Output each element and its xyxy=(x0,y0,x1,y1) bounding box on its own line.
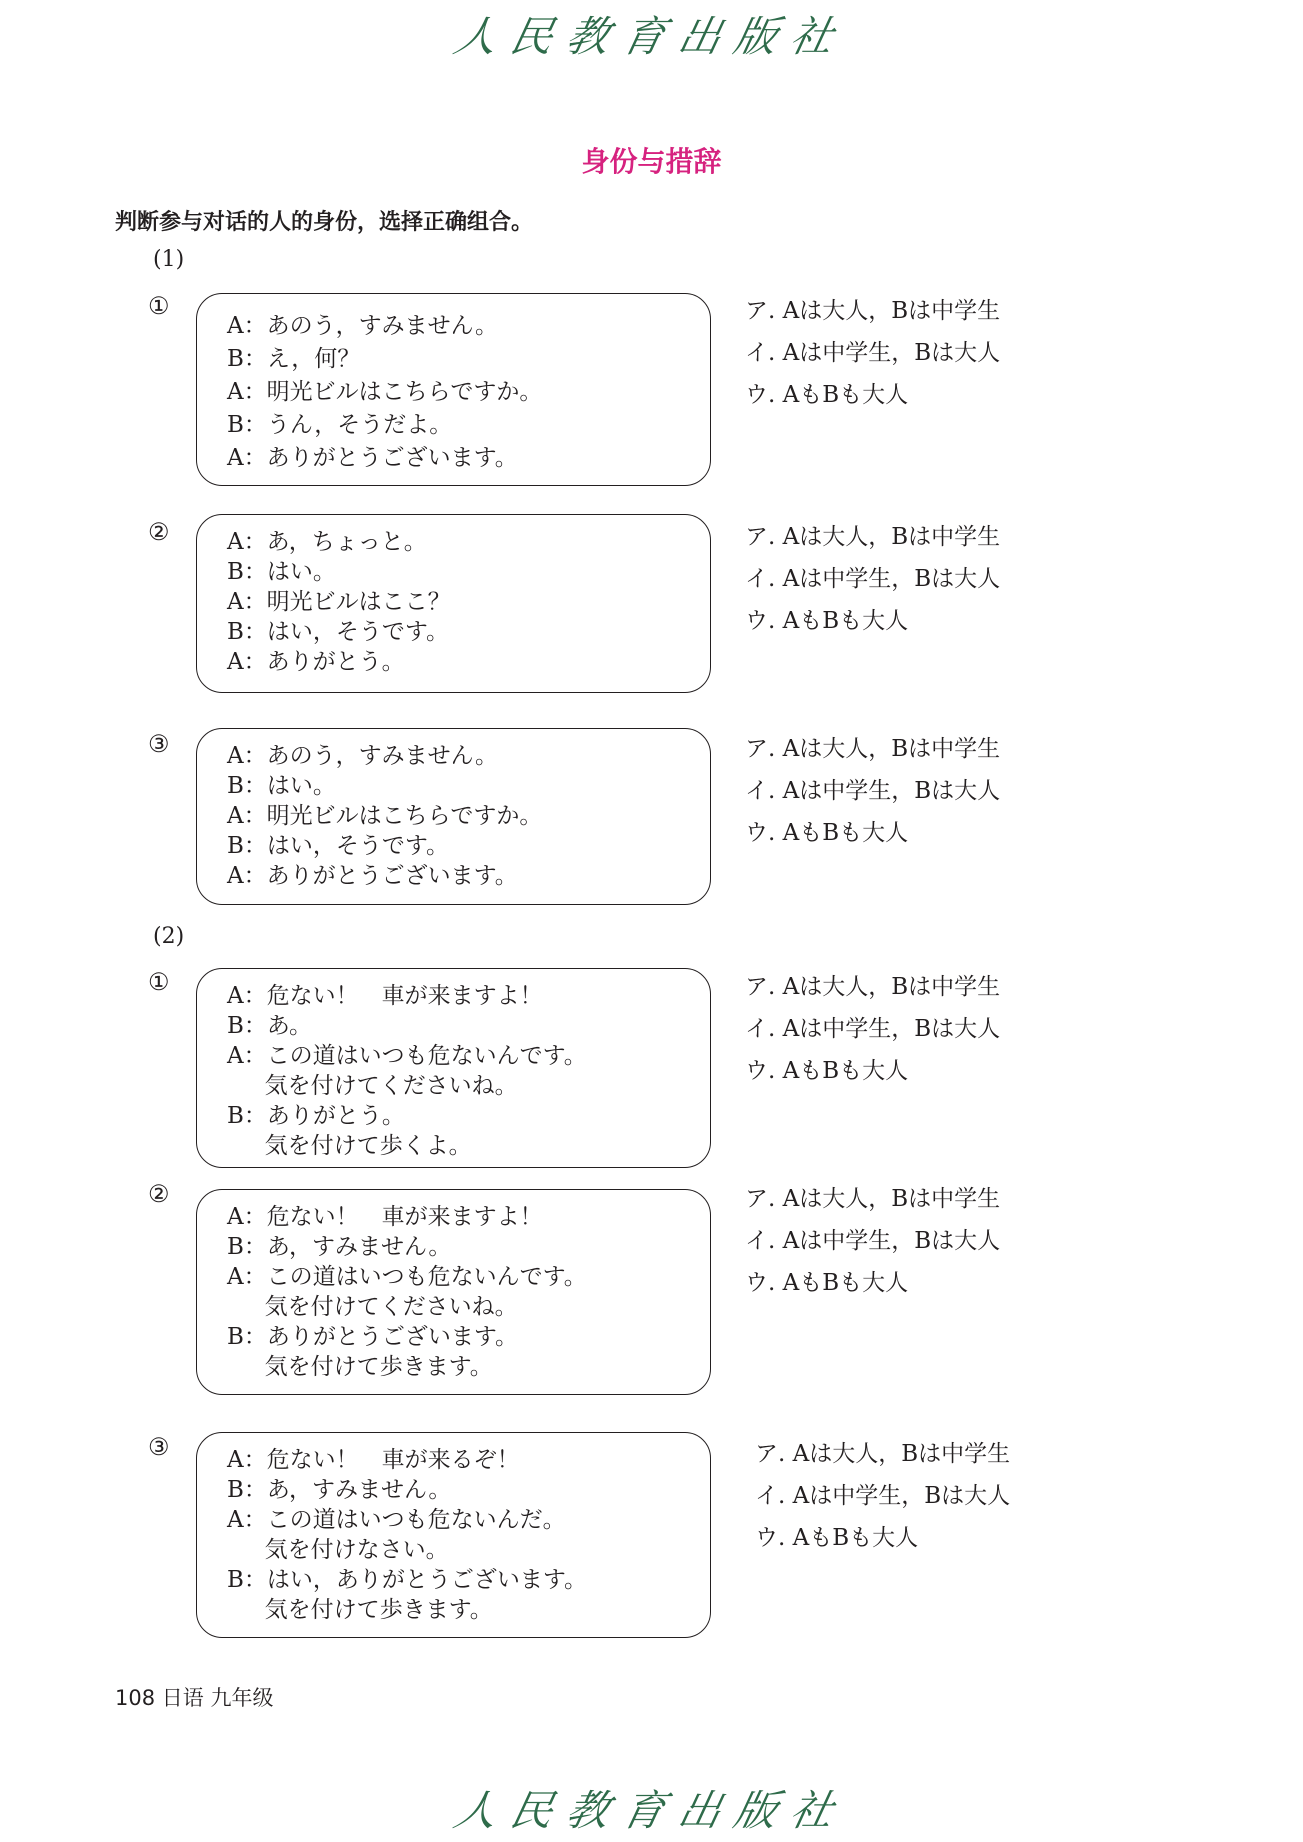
dialogue-line: A：明光ビルはこちらですか。 xyxy=(227,803,543,829)
item-number: ① xyxy=(148,968,170,996)
dialogue-box xyxy=(196,293,711,486)
answer-option: イ. Aは中学生，Bは大人 xyxy=(745,1016,1001,1042)
dialogue-line: B：ありがとう。 xyxy=(227,1103,405,1129)
part-label: (1) xyxy=(153,247,185,272)
answer-option: ア. Aは大人，Bは中学生 xyxy=(745,974,1001,1000)
dialogue-line: A：あ，ちょっと。 xyxy=(227,529,427,555)
dialogue-line: 気を付けて歩くよ。 xyxy=(227,1133,472,1159)
dialogue-line: A：この道はいつも危ないんです。 xyxy=(227,1264,587,1290)
answer-option: ウ. AもBも大人 xyxy=(745,382,909,408)
page-footer xyxy=(115,1682,273,1712)
dialogue-box xyxy=(196,514,711,693)
dialogue-line: 気を付けなさい。 xyxy=(227,1537,449,1563)
answer-option: ウ. AもBも大人 xyxy=(755,1525,919,1551)
item-number: ③ xyxy=(148,730,170,758)
answer-options xyxy=(745,290,1000,416)
dialogue-line: B：はい，そうです。 xyxy=(227,619,450,645)
answer-option: イ. Aは中学生，Bは大人 xyxy=(755,1483,1011,1509)
dialogue-line: A：明光ビルはここ？ xyxy=(227,589,451,615)
answer-option: ウ. AもBも大人 xyxy=(745,608,909,634)
answer-option: ア. Aは大人，Bは中学生 xyxy=(745,298,1001,324)
dialogue-line: A：危ない！ 車が来ますよ！ xyxy=(227,1204,543,1230)
item-number: ① xyxy=(148,292,170,320)
item-number: ② xyxy=(148,1180,170,1208)
dialogue-line: A：あのう，すみません。 xyxy=(227,743,498,769)
answer-option: イ. Aは中学生，Bは大人 xyxy=(745,778,1001,804)
dialogue-line: A：ありがとう。 xyxy=(227,649,405,675)
book-title: 日语 九年级 xyxy=(161,1686,274,1710)
answer-option: ア. Aは大人，Bは中学生 xyxy=(745,1186,1001,1212)
dialogue-box xyxy=(196,728,711,905)
dialogue-line: A：ありがとうございます。 xyxy=(227,863,518,889)
page-number: 108 xyxy=(115,1686,156,1710)
answer-options xyxy=(745,966,1000,1092)
answer-option: ウ. AもBも大人 xyxy=(745,1058,909,1084)
item-number: ② xyxy=(148,518,170,546)
dialogue-line: B：あ。 xyxy=(227,1013,312,1039)
dialogue-line: A：ありがとうございます。 xyxy=(227,445,518,471)
answer-option: イ. Aは中学生，Bは大人 xyxy=(745,340,1001,366)
answer-options xyxy=(755,1433,1010,1559)
dialogue-line: B：え，何？ xyxy=(227,346,361,372)
answer-option: ア. Aは大人，Bは中学生 xyxy=(745,736,1001,762)
dialogue-line: B：はい，ありがとうございます。 xyxy=(227,1567,588,1593)
dialogue-line: A：危ない！ 車が来ますよ！ xyxy=(227,983,543,1009)
dialogue-line: B：はい。 xyxy=(227,559,336,585)
answer-options xyxy=(745,1178,1000,1304)
item-number: ③ xyxy=(148,1433,170,1461)
dialogue-line: A：この道はいつも危ないんです。 xyxy=(227,1043,587,1069)
dialogue-line: B：はい。 xyxy=(227,773,336,799)
dialogue-line: 気を付けてくださいね。 xyxy=(227,1294,518,1320)
dialogue-line: B：はい，そうです。 xyxy=(227,833,450,859)
answer-option: ア. Aは大人，Bは中学生 xyxy=(745,524,1001,550)
answer-option: イ. Aは中学生，Bは大人 xyxy=(745,566,1001,592)
dialogue-line: B：ありがとうございます。 xyxy=(227,1324,519,1350)
dialogue-line: A：あのう，すみません。 xyxy=(227,313,498,339)
dialogue-line: 気を付けてくださいね。 xyxy=(227,1073,518,1099)
publisher-logo-top: 人民教育出版社 xyxy=(449,12,853,61)
dialogue-line: B：あ，すみません。 xyxy=(227,1477,452,1503)
dialogue-line: 気を付けて歩きます。 xyxy=(227,1597,493,1623)
dialogue-line: A：危ない！ 車が来るぞ！ xyxy=(227,1447,520,1473)
publisher-logo-bottom: 人民教育出版社 xyxy=(449,1786,853,1835)
dialogue-line: B：うん，そうだよ。 xyxy=(227,412,453,438)
answer-option: ウ. AもBも大人 xyxy=(745,820,909,846)
section-title: 身份与措辞 xyxy=(581,145,722,178)
answer-options xyxy=(745,516,1000,642)
instruction: 判断参与对话的人的身份，选择正确组合。 xyxy=(115,210,534,235)
dialogue-line: A：明光ビルはこちらですか。 xyxy=(227,379,543,405)
answer-options xyxy=(745,728,1000,854)
dialogue-box xyxy=(196,1432,711,1638)
answer-option: イ. Aは中学生，Bは大人 xyxy=(745,1228,1001,1254)
answer-option: ウ. AもBも大人 xyxy=(745,1270,909,1296)
answer-option: ア. Aは大人，Bは中学生 xyxy=(755,1441,1011,1467)
dialogue-box xyxy=(196,1189,711,1395)
dialogue-box xyxy=(196,968,711,1168)
dialogue-line: 気を付けて歩きます。 xyxy=(227,1354,493,1380)
dialogue-line: B：あ，すみません。 xyxy=(227,1234,452,1260)
part-label: (2) xyxy=(153,924,185,949)
dialogue-line: A：この道はいつも危ないんだ。 xyxy=(227,1507,566,1533)
